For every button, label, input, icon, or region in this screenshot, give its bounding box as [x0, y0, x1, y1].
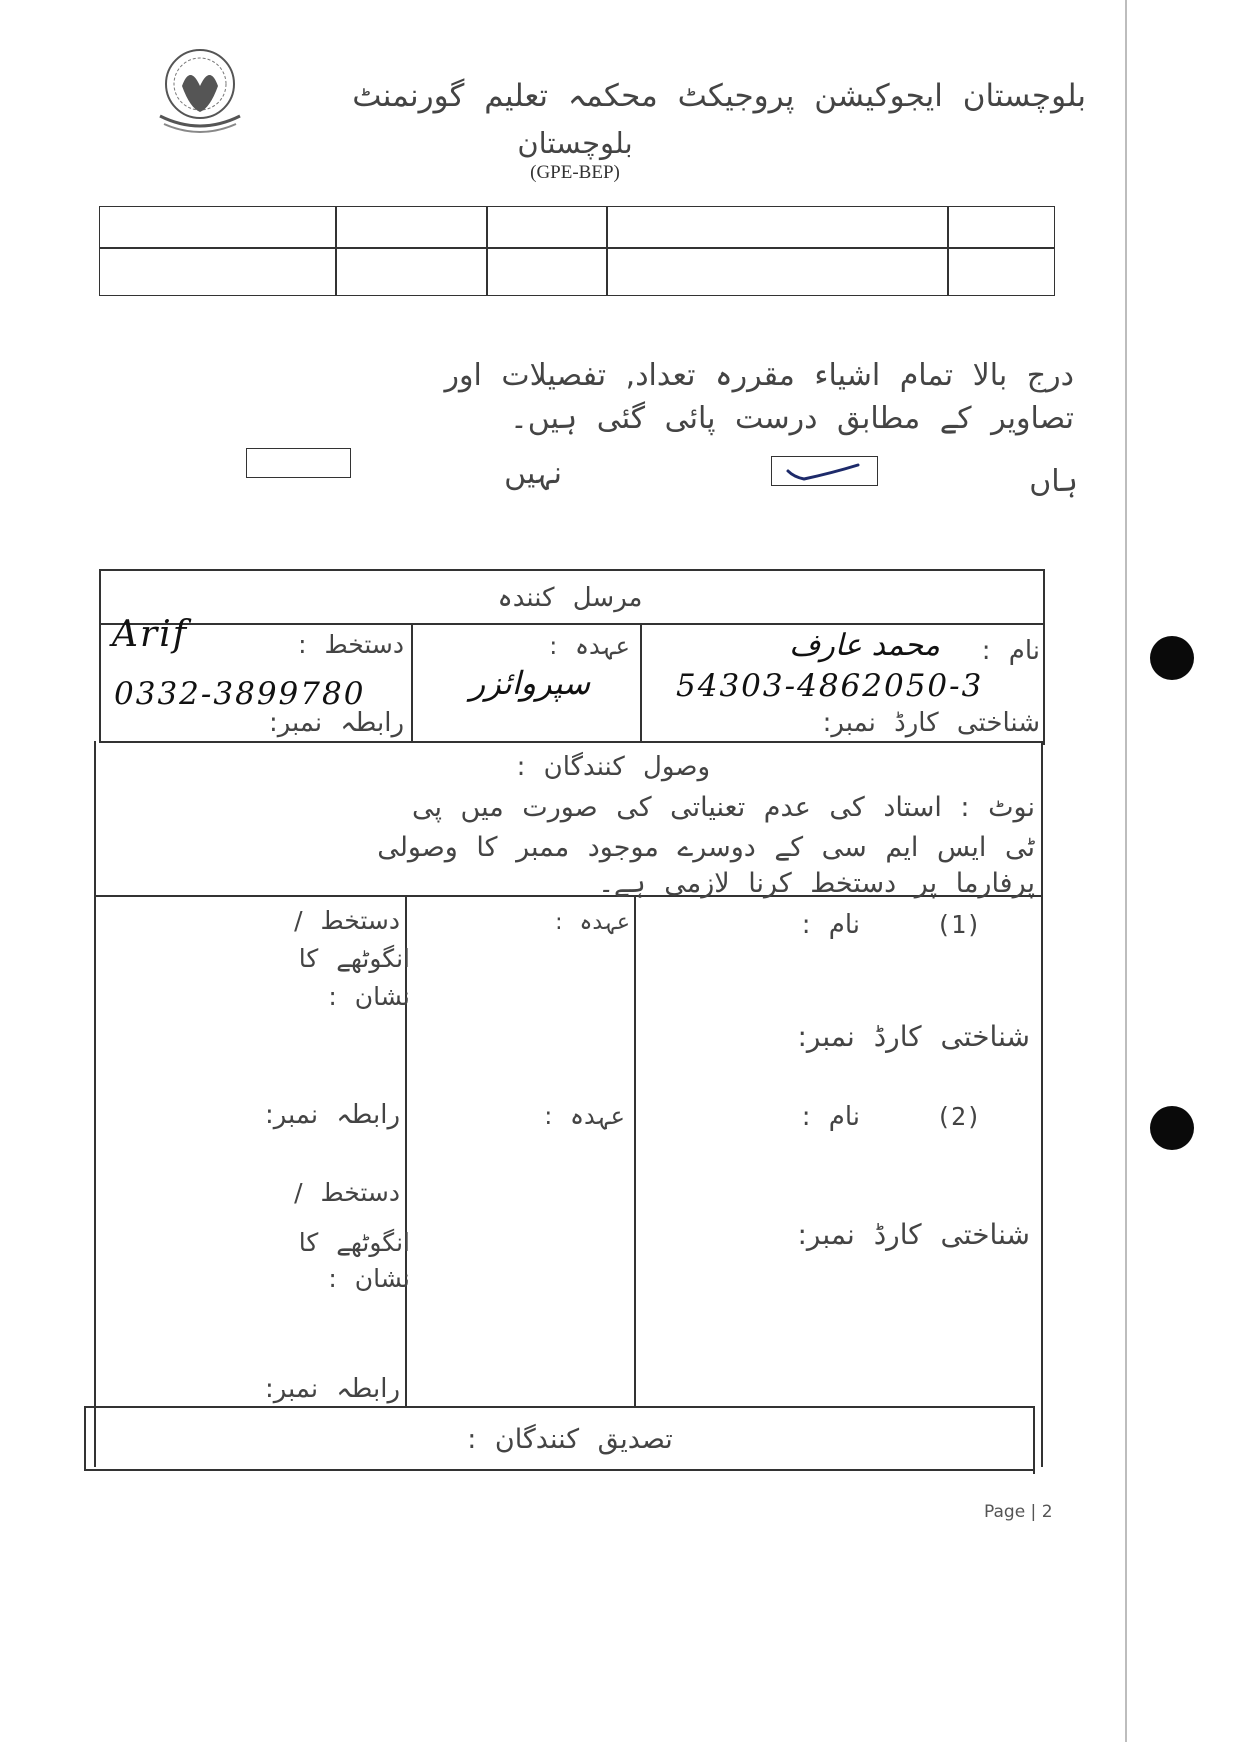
sender-heading: مرسل کنندہ	[497, 583, 643, 613]
statement-line1: درج بالا تمام اشیاء مقررہ تعداد, تفصیلات اور	[444, 358, 1074, 393]
receiver-1-number: (1)	[936, 910, 982, 939]
sender-designation-label: عہدہ :	[549, 632, 630, 660]
receiver-1-contact-label: رابطہ نمبر:	[264, 1100, 400, 1130]
receiver-2-designation-label: عہدہ :	[544, 1102, 625, 1130]
receiver-2-number: (2)	[936, 1102, 982, 1131]
sender-id-label: شناختی کارڈ نمبر:	[822, 708, 1040, 738]
sender-contact-value: 0332-3899780	[114, 676, 366, 712]
sender-id-value: 54303-4862050-3	[676, 668, 984, 704]
receivers-note-line3: پرفارما پر دستخط کرنا لازمی ہے۔	[598, 868, 1035, 899]
receiver-1-signature-label-3: نشان :	[328, 982, 410, 1011]
receiver-2-id-label: شناختی کارڈ نمبر:	[797, 1218, 1030, 1251]
no-label: نہیں	[504, 456, 562, 491]
receiver-2-signature-label-3: نشان :	[328, 1264, 410, 1293]
header-title-line2: بلوچستان	[517, 126, 633, 160]
receiver-1-name-label: نام :	[801, 910, 860, 940]
header-code: (GPE-BEP)	[530, 162, 620, 183]
receivers-heading: وصول کنندگان :	[516, 752, 710, 782]
receivers-note-line2: ٹی ایس ایم سی کے دوسرے موجود ممبر کا وصولی	[377, 832, 1035, 863]
sender-contact-label: رابطہ نمبر:	[268, 708, 404, 738]
sender-name-label: نام :	[981, 636, 1040, 666]
receiver-2-contact-label: رابطہ نمبر:	[264, 1374, 400, 1404]
yes-label: ہاں	[1029, 464, 1078, 499]
page-number: Page | 2	[984, 1502, 1053, 1522]
sender-name-value: محمد عارف	[789, 628, 940, 663]
receiver-1-id-label: شناختی کارڈ نمبر:	[797, 1020, 1030, 1053]
statement-line2: تصاویر کے مطابق درست پائی گئی ہیں۔	[510, 401, 1074, 436]
receivers-note-line1: نوٹ : استاد کی عدم تعنیاتی کی صورت میں پی	[411, 792, 1035, 823]
sender-designation-value: سپروائزر	[469, 664, 591, 702]
receiver-1-signature-label-2: انگوٹھے کا	[298, 944, 410, 973]
verifiers-heading: تصدیق کنندگان :	[467, 1424, 673, 1455]
receiver-1-signature-label-1: دستخط /	[294, 906, 400, 935]
receiver-2-signature-label-1: دستخط /	[294, 1178, 400, 1207]
receiver-1-designation-label: عہدہ :	[555, 910, 630, 935]
receiver-2-signature-label-2: انگوٹھے کا	[298, 1228, 410, 1257]
sender-signature-value: Arif	[112, 614, 189, 655]
header-title-line1: بلوچستان ایجوکیشن پروجیکٹ محکمہ تعلیم گورنمنٹ	[352, 78, 1086, 114]
sender-signature-label: دستخط :	[298, 630, 404, 659]
receiver-2-name-label: نام :	[801, 1102, 860, 1132]
